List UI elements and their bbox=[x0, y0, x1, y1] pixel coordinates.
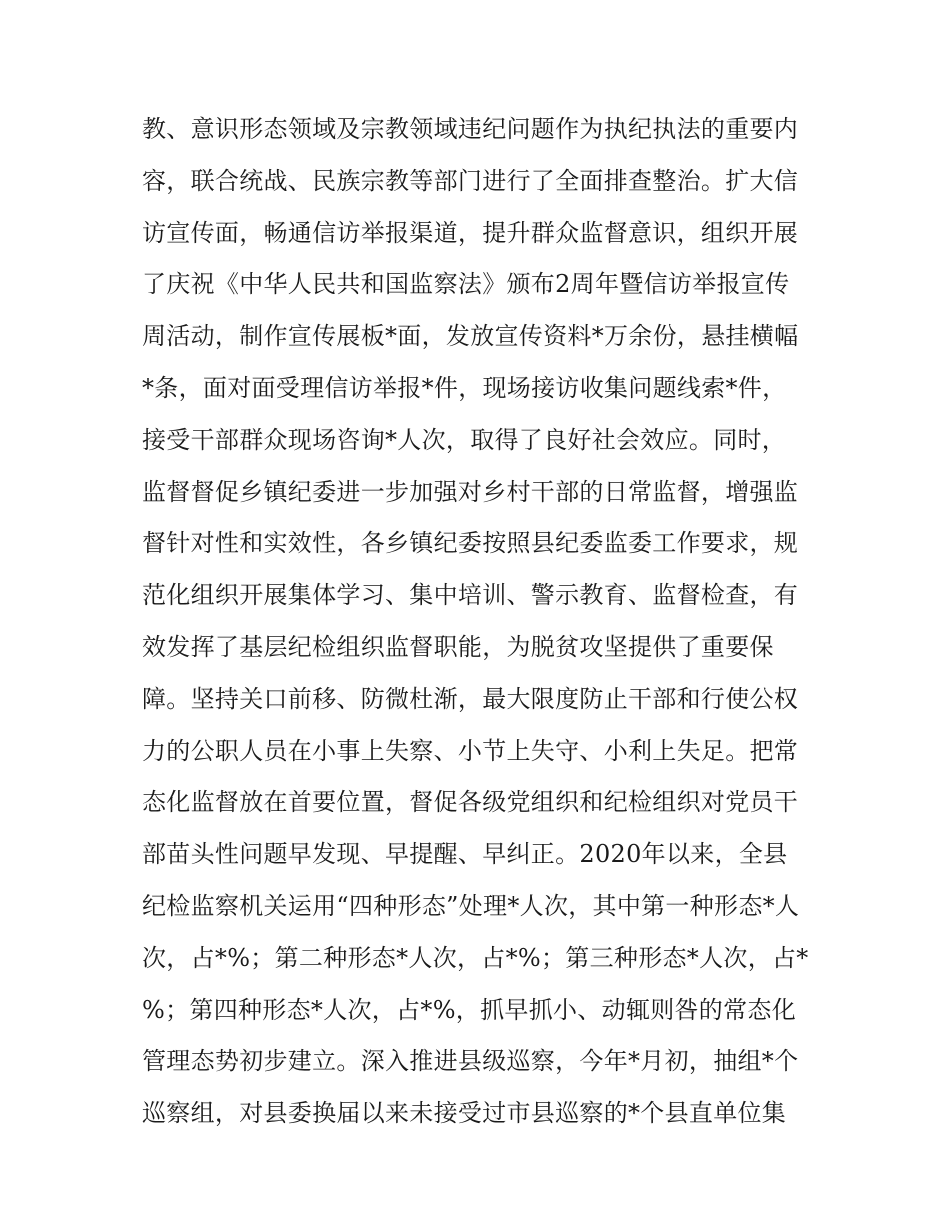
text-line: *条，面对面受理信访举报*件，现场接访收集问题线索*件， bbox=[142, 373, 787, 402]
text-line: 周活动，制作宣传展板*面，发放宣传资料*万余份，悬挂横幅 bbox=[142, 322, 799, 351]
text-line: 容，联合统战、民族宗教等部门进行了全面排查整治。扩大信 bbox=[142, 166, 799, 195]
text-line: 访宣传面，畅通信访举报渠道，提升群众监督意识，组织开展 bbox=[142, 218, 799, 247]
text-line: 教、意识形态领域及宗教领域违纪问题作为执纪执法的重要内 bbox=[142, 115, 799, 143]
text-line: 巡察组，对县委换届以来未接受过市县巡察的*个县直单位集 bbox=[142, 1099, 787, 1128]
text-line: 纪检监察机关运用“四种形态”处理*人次，其中第一种形态*人 bbox=[142, 891, 800, 920]
text-line: 管理态势初步建立。深入推进县级巡察，今年*月初，抽组*个 bbox=[142, 1047, 799, 1076]
text-line: 态化监督放在首要位置，督促各级党组织和纪检组织对党员干 bbox=[142, 788, 799, 817]
text-line: 障。坚持关口前移、防微杜渐，最大限度防止干部和行使公权 bbox=[142, 684, 799, 713]
text-line: %；第四种形态*人次，占*%，抓早抓小、动辄则咎的常态化 bbox=[142, 995, 797, 1024]
text-line: 监督督促乡镇纪委进一步加强对乡村干部的日常监督，增强监 bbox=[142, 477, 799, 506]
text-line: 范化组织开展集体学习、集中培训、警示教育、监督检查，有 bbox=[142, 581, 799, 610]
body-text bbox=[142, 104, 822, 1140]
text-line: 督针对性和实效性，各乡镇纪委按照县纪委监委工作要求，规 bbox=[142, 529, 799, 558]
text-line: 力的公职人员在小事上失察、小节上失守、小利上失足。把常 bbox=[142, 736, 799, 765]
text-line: 效发挥了基层纪检组织监督职能，为脱贫攻坚提供了重要保 bbox=[142, 632, 774, 661]
text-line: 部苗头性问题早发现、早提醒、早纠正。2020年以来，全县 bbox=[142, 840, 788, 869]
text-line: 接受干部群众现场咨询*人次，取得了良好社会效应。同时， bbox=[142, 425, 787, 454]
text-line: 了庆祝《中华人民共和国监察法》颁布2周年暨信访举报宣传 bbox=[142, 270, 790, 299]
text-line: 次，占*%；第二种形态*人次，占*%；第三种形态*人次，占* bbox=[142, 943, 809, 972]
